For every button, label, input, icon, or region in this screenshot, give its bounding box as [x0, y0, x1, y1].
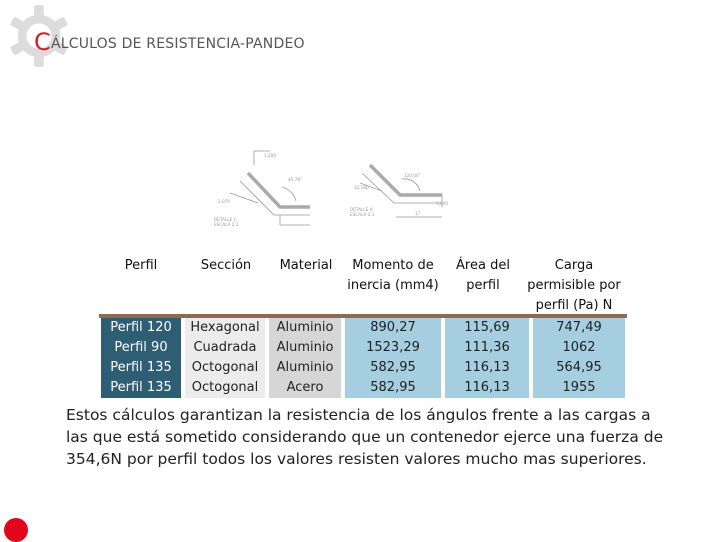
header-perfil-label: Perfil	[124, 258, 158, 273]
header-material	[271, 256, 341, 276]
header-seccion-label: Sección	[200, 258, 252, 273]
header-momento-line1: Momento de	[352, 258, 434, 273]
header-carga	[522, 256, 626, 316]
cell-carga: 1955	[533, 378, 625, 398]
left-dim-side: 2,070	[218, 199, 230, 204]
summary-paragraph: Estos cálculos garantizan la resistencia de los ángulos frente a las cargas a las que está sometido considerando que un contenedor ejerce una fuerza de 354,6N por perfil todos los valores resisten valores mucho mas superiores.	[66, 406, 664, 468]
cell-material: Aluminio	[269, 338, 341, 358]
cell-seccion: Cuadrada	[185, 338, 265, 358]
header-material-label: Material	[279, 258, 333, 273]
cell-momento: 582,95	[345, 358, 441, 378]
title-initial: C	[34, 28, 51, 56]
cell-perfil: Perfil 120	[101, 318, 181, 338]
left-caption-1: DETALLE C	[214, 217, 237, 222]
cell-area: 116,13	[445, 358, 529, 378]
left-angle: 45,78°	[288, 177, 303, 182]
header-area-line1: Área del	[456, 258, 510, 273]
cell-area: 111,36	[445, 338, 529, 358]
cell-material: Aluminio	[269, 318, 341, 338]
cell-material: Aluminio	[269, 358, 341, 378]
cell-momento: 582,95	[345, 378, 441, 398]
page-title	[34, 28, 305, 56]
cell-material: Acero	[269, 378, 341, 398]
cell-momento: 890,27	[345, 318, 441, 338]
header-carga-line3: perfil (Pa) N	[535, 298, 613, 313]
header-momento-line2: inercia (mm4)	[347, 278, 439, 293]
header-perfil	[101, 256, 181, 276]
cell-seccion: Octogonal	[185, 378, 265, 398]
cell-perfil: Perfil 135	[101, 358, 181, 378]
cell-area: 116,13	[445, 378, 529, 398]
red-dot-decoration	[4, 518, 28, 542]
cell-seccion: Octogonal	[185, 358, 265, 378]
right-caption-1: DETALLE A	[350, 207, 373, 212]
cell-momento: 1523,29	[345, 338, 441, 358]
cell-carga: 1062	[533, 338, 625, 358]
left-caption-2: ESCALA 2:1	[214, 222, 239, 227]
right-angle: 120,00°	[404, 173, 421, 178]
right-caption-2: ESCALA 2:1	[350, 212, 375, 217]
title-text: ÁLCULOS DE RESISTENCIA-PANDEO	[50, 36, 305, 52]
header-seccion	[186, 256, 266, 276]
header-area-line2: perfil	[466, 278, 500, 293]
header-carga-line1: Carga	[554, 258, 594, 273]
technical-drawing	[210, 145, 450, 235]
results-table	[99, 314, 627, 398]
header-momento	[343, 256, 443, 296]
right-dim-left: 12,160	[354, 185, 369, 190]
header-carga-line2: permisible por	[527, 278, 621, 293]
cell-perfil: Perfil 135	[101, 378, 181, 398]
cell-carga: 564,95	[533, 358, 625, 378]
header-area	[448, 256, 518, 296]
right-dim-bottom: 17	[415, 211, 421, 216]
right-dim-right: 3,000	[436, 201, 448, 206]
cell-seccion: Hexagonal	[185, 318, 265, 338]
cell-area: 115,69	[445, 318, 529, 338]
cell-perfil: Perfil 90	[101, 338, 181, 358]
left-dim-top: 1,200	[264, 153, 276, 158]
cell-carga: 747,49	[533, 318, 625, 338]
